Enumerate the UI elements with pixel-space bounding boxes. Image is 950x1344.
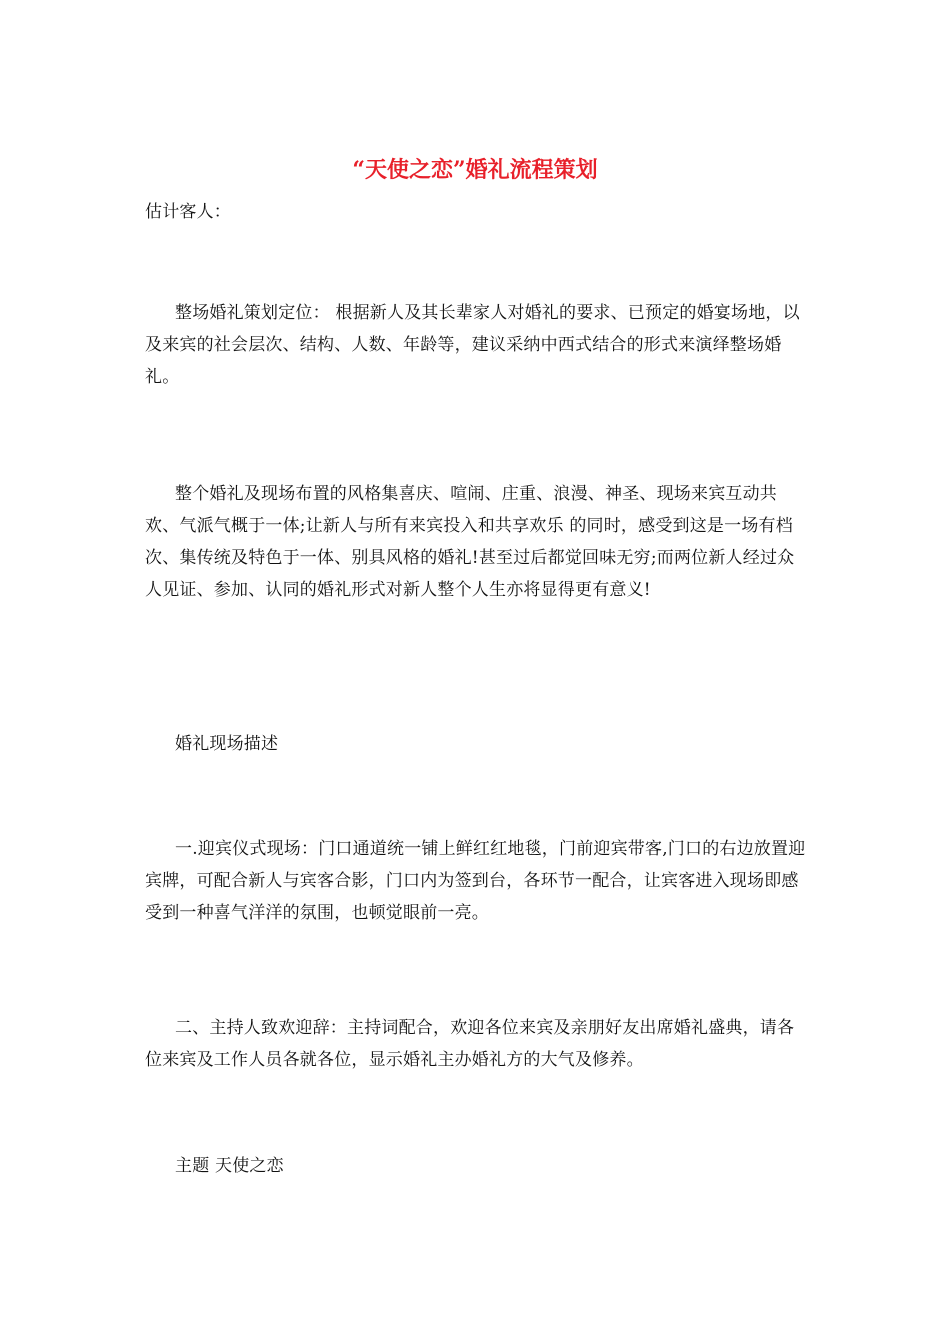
section-heading-venue: 婚礼现场描述: [175, 734, 279, 754]
paragraph-theme: 主题 天使之恋: [175, 1156, 284, 1176]
guests-label: 估计客人：: [145, 202, 231, 222]
paragraph-welcome-ceremony: 一.迎宾仪式现场：门口通道统一铺上鲜红红地毯，门前迎宾带客,门口的右边放置迎宾牌，可配合新人与宾客合影，门口内为签到台，各环节一配合，让宾客进入现场即感受到一种喜气洋洋的氛围，也顿觉眼前一亮。: [145, 839, 806, 923]
document-title: “天使之恋”婚礼流程策划: [352, 157, 598, 183]
paragraph-style: 整个婚礼及现场布置的风格集喜庆、喧闹、庄重、浪漫、神圣、现场来宾互动共欢、气派气概于一体;让新人与所有来宾投入和共享欢乐 的同时，感受到这是一场有档次、集传统及特色于一体、别具风格的婚礼!甚至过后都觉回味无穷;而两位新人经过众人见证、参加、认同的婚礼形式对新人整个人生亦将显得更有意义!: [145, 484, 795, 600]
paragraph-positioning: 整场婚礼策划定位： 根据新人及其长辈家人对婚礼的要求、已预定的婚宴场地，以及来宾的社会层次、结构、人数、年龄等，建议采纳中西式结合的形式来演绎整场婚礼。: [145, 303, 800, 387]
paragraph-host-speech: 二、主持人致欢迎辞：主持词配合，欢迎各位来宾及亲朋好友出席婚礼盛典，请各位来宾及工作人员各就各位，显示婚礼主办婚礼方的大气及修养。: [145, 1018, 795, 1070]
